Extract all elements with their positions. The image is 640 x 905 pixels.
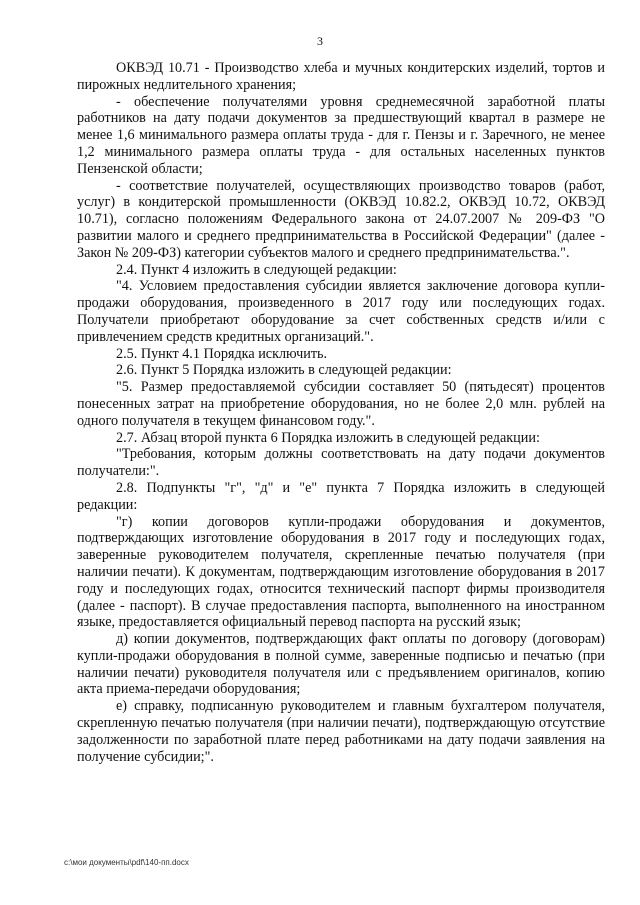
paragraph-2-5: 2.5. Пункт 4.1 Порядка исключить. — [116, 345, 328, 362]
paragraph-2-7-heading: 2.7. Абзац второй пункта 6 Порядка изложить в следующей редакции: — [116, 429, 540, 446]
paragraph-subpoint-g: "г) копии договоров купли-продажи оборудования и документов, подтверждающих изготовление оборудования в 2017 году и последующих годах, заверенные руководителем получателя, скрепленные печатью получателя (при наличии печати). К документам, подтверждающим изготовление оборудования в 2017 году и последующих годах, относится технический паспорт фирмы производителя (далее - паспорт). В случае предоставления паспорта, выполненного на иностранном языке, предоставляется официальный перевод паспорта на русский язык; — [77, 513, 605, 631]
paragraph-subpoint-e: е) справку, подписанную руководителем и главным бухгалтером получателя, скрепленную печатью получателя (при наличии печати), подтверждающую отсутствие задолженности по заработной плате перед работниками на дату подачи заявления на получение субсидии;". — [77, 698, 605, 765]
paragraph-point-4-text: "4. Условием предоставления субсидии является заключение договора купли-продажи оборудования, произведенного в 2017 году или последующих годах. Получатели приобретают оборудование за счет собственных средств и/или с привлечением средств кредитных организаций.". — [77, 278, 605, 345]
paragraph-2-4-heading: 2.4. Пункт 4 изложить в следующей редакции: — [116, 261, 397, 278]
paragraph-2-6-heading: 2.6. Пункт 5 Порядка изложить в следующей редакции: — [116, 362, 452, 379]
paragraph-sme-compliance: - соответствие получателей, осуществляющих производство товаров (работ, услуг) в кондитерской промышленности (ОКВЭД 10.82.2, ОКВЭД 10.72, ОКВЭД 10.71), согласно положениям Федерального закона от 24.07.2007 № 209-ФЗ "О развитии малого и среднего предпринимательства в Российской Федерации" (далее - Закон № 209-ФЗ) категории субъектов малого и среднего предпринимательства.". — [77, 177, 605, 261]
paragraph-salary-requirement: - обеспечение получателями уровня среднемесячной заработной платы работников на дату подачи документов за предшествующий квартал в размере не менее 1,6 минимального размера оплаты труда - для г. Пензы и г. Заречного, не менее 1,2 минимального размера оплаты труда - для остальных населенных пунктов Пензенской области; — [77, 93, 605, 177]
paragraph-2-8-heading: 2.8. Подпункты "г", "д" и "е" пункта 7 Порядка изложить в следующей редакции: — [77, 479, 605, 513]
paragraph-okved-1071: ОКВЭД 10.71 - Производство хлеба и мучных кондитерских изделий, тортов и пирожных недлительного хранения; — [77, 60, 605, 93]
paragraph-point-5-text: "5. Размер предоставляемой субсидии составляет 50 (пятьдесят) процентов понесенных затрат на приобретение оборудования, но не более 2,0 млн. рублей на одного получателя в текущем финансовом году.". — [77, 379, 605, 429]
document-body — [77, 60, 605, 765]
paragraph-subpoint-d: д) копии документов, подтверждающих факт оплаты по договору (договорам) купли-продажи оборудования в полной сумме, заверенные подписью и печатью (при наличии печати) руководителя получателя или с предъявлением оригиналов, копию акта приема-передачи оборудования; — [77, 631, 605, 698]
page-number: 3 — [317, 34, 323, 48]
paragraph-point-6-text: "Требования, которым должны соответствовать на дату подачи документов получатели:". — [77, 446, 605, 480]
footer-file-path: c:\мои документы\pdf\140-пп.docx — [64, 858, 189, 867]
